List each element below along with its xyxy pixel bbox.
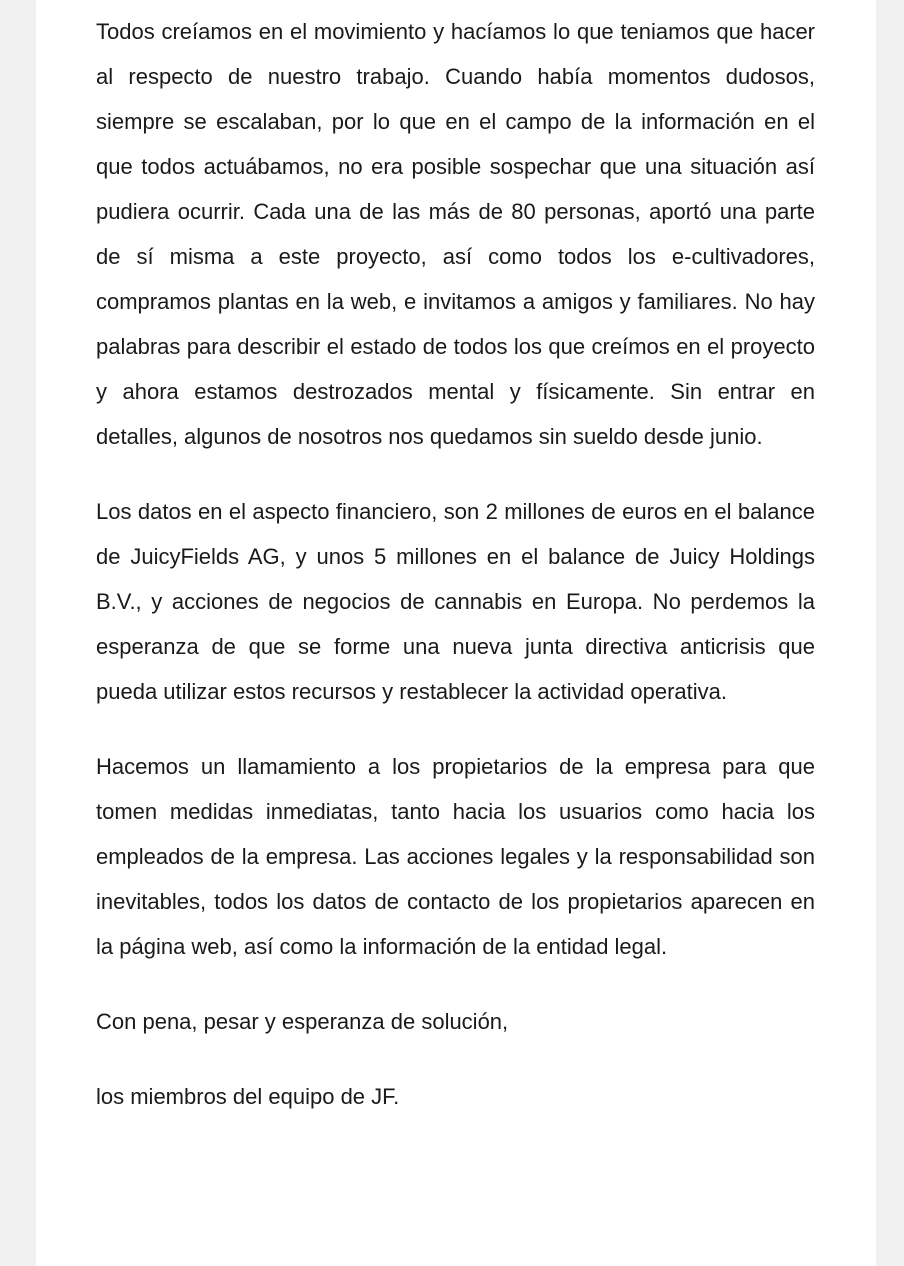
signature-line: los miembros del equipo de JF. (96, 1084, 400, 1109)
paragraph-movement: Todos creíamos en el movimiento y hacíamos lo que teniamos que hacer al respecto de nuestro trabajo. Cuando había momentos dudosos, siempre se escalaban, por lo que en el campo de la información en el que todos actuábamos, no era posible sospechar que una situación así pudiera ocurrir. Cada una de las más de 80 personas, aportó una parte de sí misma a este proyecto, así como todos los e-cultivadores, compramos plantas en la web, e invitamos a amigos y familiares. No hay palabras para describir el estado de todos los que creímos en el proyecto y ahora estamos destrozados mental y físicamente. Sin entrar en detalles, algunos de nosotros nos quedamos sin sueldo desde junio. (96, 19, 815, 449)
closing-line: Con pena, pesar y esperanza de solución, (96, 1009, 509, 1034)
document-page (36, 0, 876, 1266)
document-body (96, 9, 815, 1149)
paragraph-financial-data: Los datos en el aspecto financiero, son 2 millones de euros en el balance de JuicyFields AG, y unos 5 millones en el balance de Juicy Holdings B.V., y acciones de negocios de cannabis en Europa. No perdemos la esperanza de que se forme una nueva junta directiva anticrisis que pueda utilizar estos recursos y restablecer la actividad operativa. (96, 499, 815, 704)
paragraph-call-to-owners: Hacemos un llamamiento a los propietarios de la empresa para que tomen medidas inmediatas, tanto hacia los usuarios como hacia los empleados de la empresa. Las acciones legales y la responsabilidad son inevitables, todos los datos de contacto de los propietarios aparecen en la página web, así como la información de la entidad legal. (96, 754, 815, 959)
